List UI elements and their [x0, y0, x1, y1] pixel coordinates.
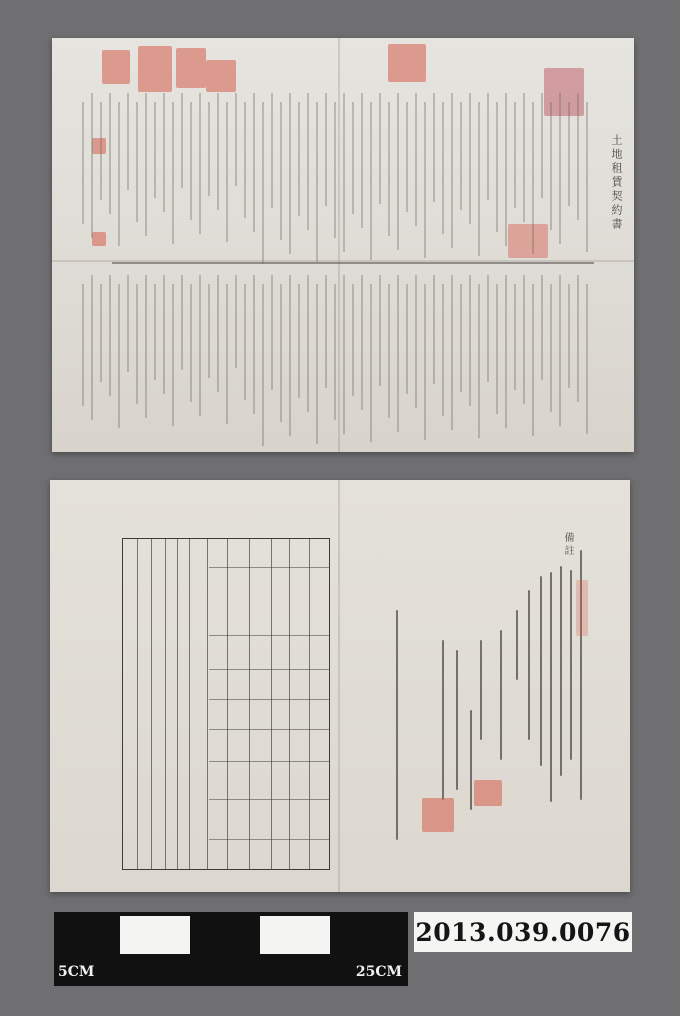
bottom-document: [50, 480, 630, 892]
printed-text-line: [145, 275, 147, 418]
red-seal: [576, 580, 588, 636]
printed-text-line: [379, 93, 381, 204]
printed-text-line: [289, 93, 291, 254]
printed-text-line: [172, 102, 174, 244]
handwritten-line: [550, 572, 552, 802]
printed-text-line: [118, 102, 120, 246]
printed-text-line: [325, 93, 327, 206]
printed-text-line: [109, 275, 111, 396]
printed-text-line: [217, 93, 219, 210]
printed-text-line: [334, 102, 336, 238]
printed-text-line: [541, 275, 543, 380]
printed-text-line: [514, 102, 516, 208]
printed-text-line: [343, 275, 345, 434]
printed-text-line: [244, 102, 246, 218]
red-seal: [388, 44, 426, 82]
printed-text-line: [235, 275, 237, 368]
printed-text-line: [352, 102, 354, 214]
printed-text-line: [415, 275, 417, 408]
table-column-line: [249, 539, 250, 869]
printed-text-line: [253, 275, 255, 414]
printed-text-line: [415, 93, 417, 226]
printed-text-line: [271, 275, 273, 390]
printed-text-line: [244, 284, 246, 400]
printed-text-line: [208, 284, 210, 378]
table-row-line: [209, 669, 329, 670]
scale-label-right: 25CM: [355, 964, 402, 980]
handwritten-line: [516, 610, 518, 680]
printed-text-line: [586, 102, 588, 252]
printed-text-line: [190, 102, 192, 220]
printed-text-line: [298, 284, 300, 398]
printed-text-line: [316, 284, 318, 444]
printed-text-line: [586, 284, 588, 434]
printed-text-line: [505, 93, 507, 246]
vertical-fold: [338, 480, 340, 892]
printed-text-line: [361, 275, 363, 410]
table-row-line: [209, 729, 329, 730]
ledger-table: [122, 538, 330, 870]
printed-text-line: [190, 284, 192, 402]
scale-white-block: [260, 916, 330, 954]
printed-text-line: [343, 93, 345, 252]
remarks-label: 備註: [562, 532, 573, 558]
table-row-line: [209, 635, 329, 636]
red-seal: [206, 60, 236, 92]
printed-text-line: [127, 93, 129, 190]
red-seal: [138, 46, 172, 92]
printed-text-line: [136, 102, 138, 222]
table-column-line: [177, 539, 178, 869]
printed-text-line: [550, 284, 552, 412]
printed-text-line: [406, 284, 408, 394]
table-column-line: [309, 539, 310, 869]
printed-text-line: [370, 102, 372, 260]
handwritten-line: [540, 576, 542, 766]
red-seal: [92, 232, 106, 246]
printed-text-line: [91, 275, 93, 420]
printed-text-line: [307, 275, 309, 412]
printed-text-line: [280, 102, 282, 240]
printed-text-line: [424, 102, 426, 258]
printed-text-line: [100, 284, 102, 382]
printed-text-line: [397, 93, 399, 250]
printed-text-line: [433, 93, 435, 202]
printed-text-line: [514, 284, 516, 390]
printed-text-line: [352, 284, 354, 396]
table-column-line: [289, 539, 290, 869]
printed-text-line: [127, 275, 129, 372]
handwritten-line: [442, 640, 444, 800]
printed-text-line: [433, 275, 435, 384]
handwritten-line: [560, 566, 562, 776]
table-row-line: [209, 567, 329, 568]
printed-text-line: [505, 275, 507, 428]
printed-text-line: [226, 102, 228, 242]
printed-text-line: [145, 93, 147, 236]
handwritten-line: [480, 640, 482, 740]
printed-text-line: [532, 284, 534, 436]
table-column-line: [207, 539, 208, 869]
table-column-line: [271, 539, 272, 869]
printed-text-line: [181, 93, 183, 188]
printed-text-line: [253, 93, 255, 232]
printed-text-line: [469, 93, 471, 224]
printed-text-line: [325, 275, 327, 388]
printed-text-line: [226, 284, 228, 424]
table-column-line: [227, 539, 228, 869]
printed-text-line: [442, 284, 444, 416]
printed-text-line: [208, 102, 210, 196]
accession-number: 2013.039.0076: [414, 912, 632, 952]
printed-text-line: [496, 284, 498, 414]
printed-text-line: [217, 275, 219, 392]
printed-text-line: [442, 102, 444, 234]
printed-text-line: [91, 93, 93, 238]
printed-text-line: [379, 275, 381, 386]
printed-text-line: [307, 93, 309, 230]
printed-text-line: [478, 102, 480, 256]
printed-text-line: [568, 284, 570, 388]
printed-text-line: [235, 93, 237, 186]
table-row-line: [209, 839, 329, 840]
table-row-line: [209, 699, 329, 700]
handwritten-line: [570, 570, 572, 760]
printed-text-line: [289, 275, 291, 436]
document-title: 土地租賃契約書: [610, 134, 623, 232]
handwritten-line: [396, 610, 398, 840]
printed-text-line: [388, 284, 390, 418]
printed-text-line: [523, 275, 525, 404]
printed-text-line: [118, 284, 120, 428]
printed-text-line: [136, 284, 138, 404]
printed-text-line: [199, 93, 201, 234]
printed-text-line: [406, 102, 408, 212]
printed-text-line: [271, 93, 273, 208]
printed-text-line: [577, 93, 579, 220]
printed-text-line: [568, 102, 570, 206]
handwritten-line: [456, 650, 458, 790]
table-column-line: [189, 539, 190, 869]
printed-text-line: [100, 102, 102, 200]
printed-text-line: [199, 275, 201, 416]
table-column-line: [165, 539, 166, 869]
handwritten-line: [528, 590, 530, 740]
printed-text-line: [298, 102, 300, 216]
printed-text-line: [163, 275, 165, 394]
top-document: [52, 38, 634, 452]
table-row-line: [209, 799, 329, 800]
red-seal: [102, 50, 130, 84]
printed-text-line: [559, 275, 561, 426]
red-seal: [508, 224, 548, 258]
printed-text-line: [478, 284, 480, 438]
printed-text-line: [577, 275, 579, 402]
section-divider: [112, 262, 594, 264]
printed-text-line: [388, 102, 390, 236]
printed-text-line: [82, 284, 84, 406]
table-row-line: [209, 761, 329, 762]
printed-text-line: [280, 284, 282, 422]
printed-text-line: [262, 102, 264, 264]
printed-text-line: [82, 102, 84, 224]
printed-text-line: [451, 93, 453, 248]
red-seal: [474, 780, 502, 806]
printed-text-line: [154, 102, 156, 198]
scale-bar: [54, 912, 408, 986]
printed-text-line: [370, 284, 372, 442]
printed-text-line: [334, 284, 336, 420]
printed-text-line: [451, 275, 453, 430]
printed-text-line: [154, 284, 156, 380]
printed-text-line: [397, 275, 399, 432]
printed-text-line: [532, 102, 534, 254]
printed-text-line: [460, 102, 462, 210]
scale-label-left: 5CM: [58, 964, 95, 980]
handwritten-line: [500, 630, 502, 760]
printed-text-line: [361, 93, 363, 228]
red-seal: [92, 138, 106, 154]
printed-text-line: [163, 93, 165, 212]
red-seal: [176, 48, 206, 88]
printed-text-line: [487, 275, 489, 382]
printed-text-line: [424, 284, 426, 440]
scale-white-block: [120, 916, 190, 954]
printed-text-line: [262, 284, 264, 446]
table-column-line: [137, 539, 138, 869]
red-seal: [422, 798, 454, 832]
printed-text-line: [523, 93, 525, 222]
printed-text-line: [559, 93, 561, 244]
printed-text-line: [496, 102, 498, 232]
printed-text-line: [172, 284, 174, 426]
printed-text-line: [487, 93, 489, 200]
handwritten-line: [470, 710, 472, 810]
printed-text-line: [469, 275, 471, 406]
scale-black-block: [120, 954, 190, 984]
printed-text-line: [316, 102, 318, 262]
printed-text-line: [109, 93, 111, 214]
vertical-fold: [338, 38, 340, 452]
printed-text-line: [460, 284, 462, 392]
printed-text-line: [550, 102, 552, 230]
printed-text-line: [181, 275, 183, 370]
table-column-line: [151, 539, 152, 869]
printed-text-line: [541, 93, 543, 198]
